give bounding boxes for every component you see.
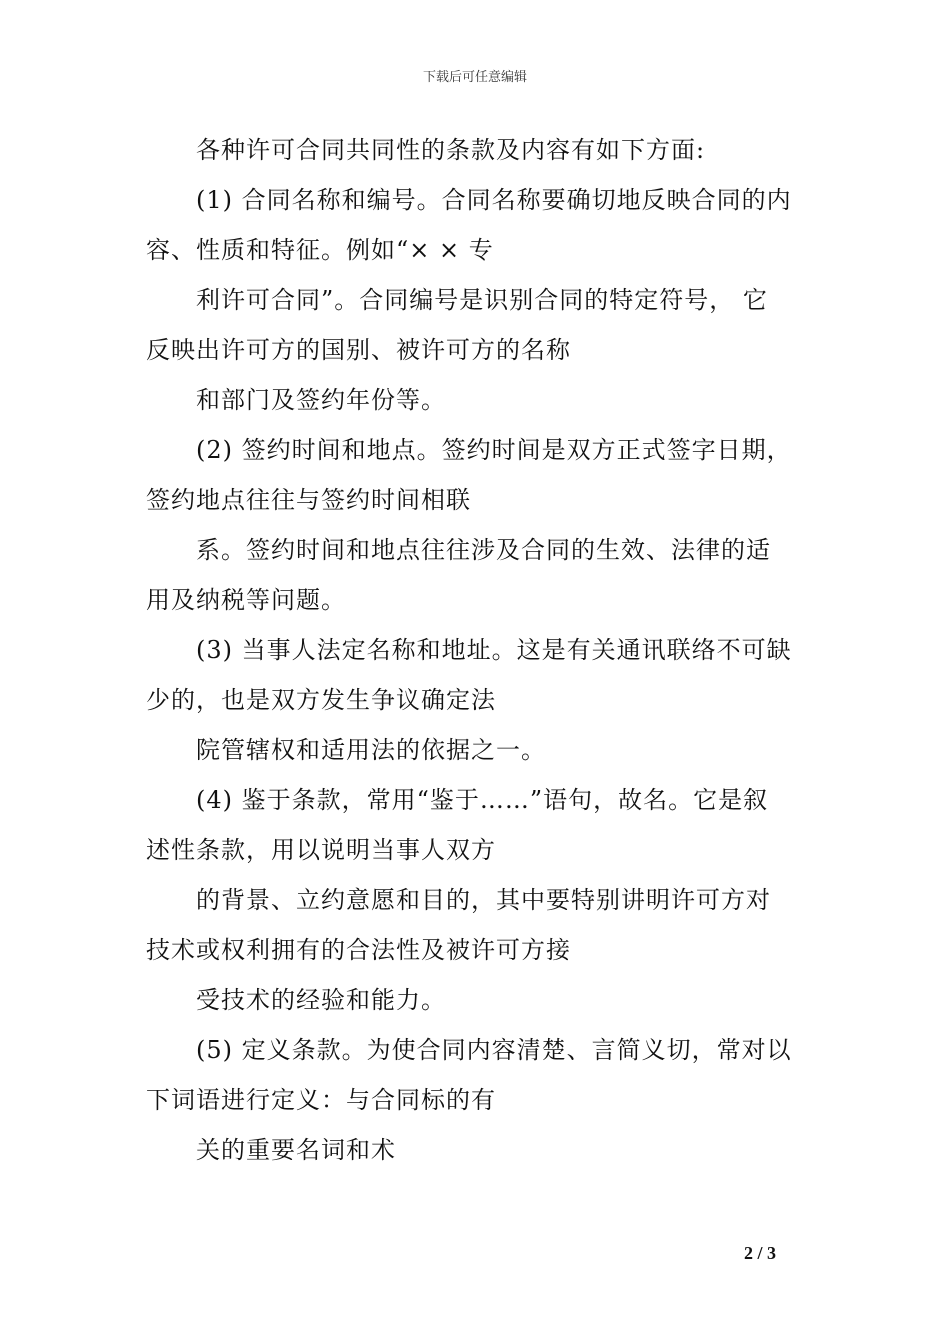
body-line: 系。签约时间和地点往往涉及合同的生效、法律的适 xyxy=(196,536,771,564)
body-line: 关的重要名词和术 xyxy=(196,1136,396,1164)
body-line: 各种许可合同共同性的条款及内容有如下方面: xyxy=(196,136,706,164)
body-line: 签约地点往往与签约时间相联 xyxy=(146,486,471,514)
body-line: (4) 鉴于条款，常用“鉴于……”语句，故名。它是叙 xyxy=(196,786,769,814)
body-line: 述性条款，用以说明当事人双方 xyxy=(146,836,496,864)
body-line: (2) 签约时间和地点。签约时间是双方正式签字日期， xyxy=(196,436,792,464)
body-line: 容、性质和特征。例如“× × 专 xyxy=(146,236,494,264)
body-line: (3) 当事人法定名称和地址。这是有关通讯联络不可缺 xyxy=(196,636,792,664)
body-line: 下词语进行定义：与合同标的有 xyxy=(146,1086,496,1114)
body-line: (1) 合同名称和编号。合同名称要确切地反映合同的内 xyxy=(196,186,792,214)
body-line: 和部门及签约年份等。 xyxy=(196,386,446,414)
body-line: 受技术的经验和能力。 xyxy=(196,986,446,1014)
body-line: 院管辖权和适用法的依据之一。 xyxy=(196,736,546,764)
body-line: 的背景、立约意愿和目的，其中要特别讲明许可方对 xyxy=(196,886,771,914)
page-header: 下载后可任意编辑 xyxy=(422,70,527,85)
body-line: (5) 定义条款。为使合同内容清楚、言简义切，常对以 xyxy=(196,1036,792,1064)
body-line: 利许可合同”。合同编号是识别合同的特定符号， 它 xyxy=(196,286,768,314)
body-line: 反映出许可方的国别、被许可方的名称 xyxy=(146,336,571,364)
body-line: 技术或权利拥有的合法性及被许可方接 xyxy=(146,936,571,964)
body-line: 少的，也是双方发生争议确定法 xyxy=(146,686,496,714)
page-number: 2 / 3 xyxy=(744,1243,777,1263)
body-line: 用及纳税等问题。 xyxy=(146,586,346,614)
